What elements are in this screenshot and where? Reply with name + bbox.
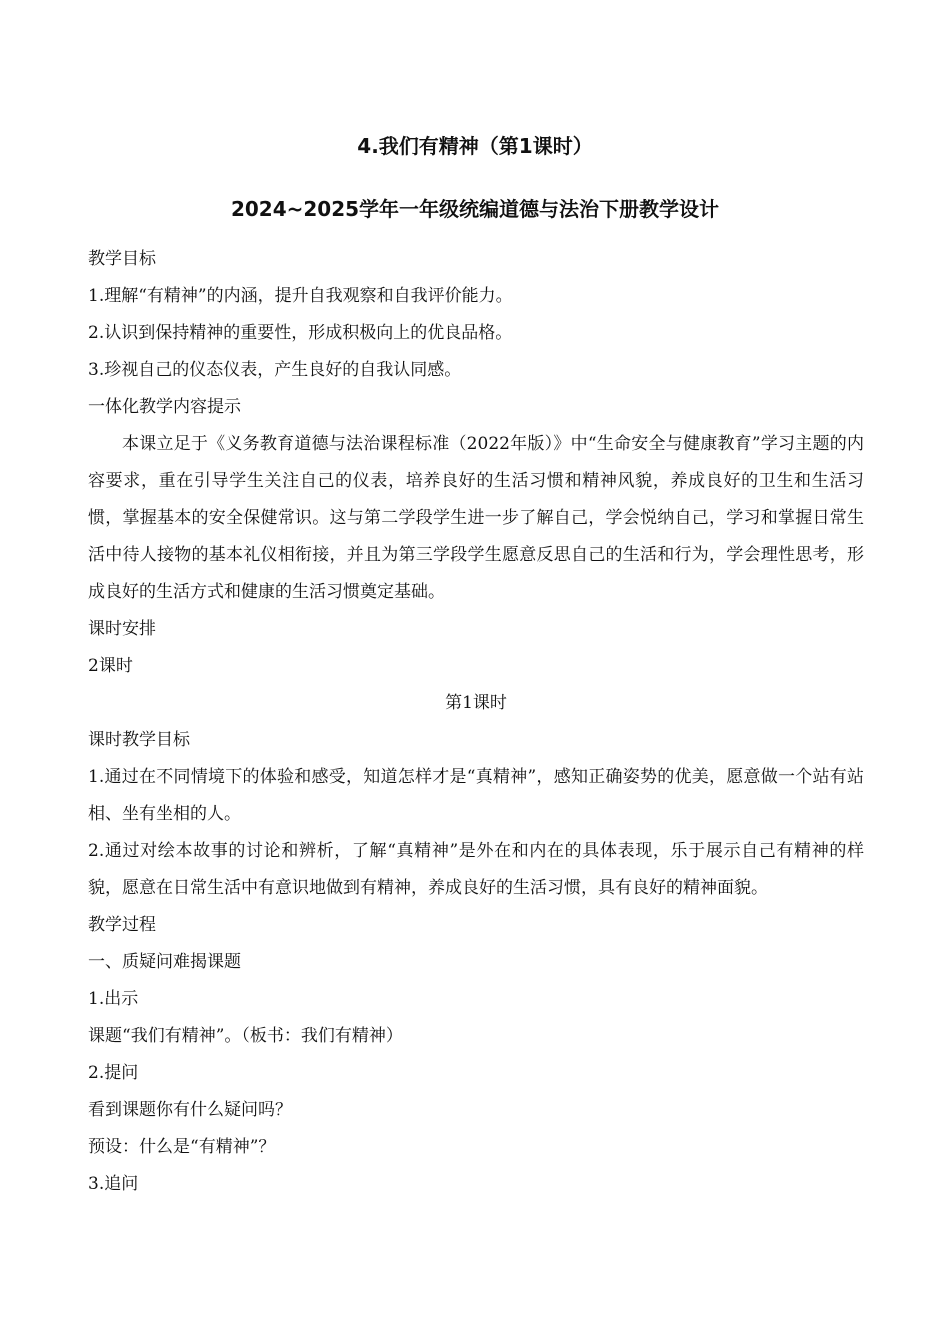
schedule-heading: 课时安排 xyxy=(88,619,156,639)
document-body xyxy=(88,241,864,1203)
document-title: 4.我们有精神（第1课时） xyxy=(357,134,593,158)
process-step-text: 预设：什么是“有精神”？ xyxy=(88,1137,276,1157)
process-step: 2.提问 xyxy=(88,1063,139,1083)
objective-item: 3.珍视自己的仪态仪表，产生良好的自我认同感。 xyxy=(88,360,462,380)
process-step: 3.追问 xyxy=(88,1174,139,1194)
process-step-text: 课题“我们有精神”。（板书：我们有精神） xyxy=(88,1026,403,1046)
lesson-heading: 第1课时 xyxy=(445,693,507,713)
integration-paragraph: 本课立足于《义务教育道德与法治课程标准（2022年版）》中“生命安全与健康教育”学习主题的内容要求，重在引导学生关注自己的仪表，培养良好的生活习惯和精神风貌，养成良好的卫生和生活习惯，掌握基本的安全保健常识。这与第二学段学生进一步了解自己，学会悦纳自己，学习和掌握日常生活中待人接物的基本礼仪相衔接，并且为第三学段学生愿意反思自己的生活和行为，学会理性思考，形成良好的生活方式和健康的生活习惯奠定基础。 xyxy=(88,434,864,602)
lesson-objective-item: 2.通过对绘本故事的讨论和辨析，了解“真精神”是外在和内在的具体表现，乐于展示自己有精神的样貌，愿意在日常生活中有意识地做到有精神，养成良好的生活习惯，具有良好的精神面貌。 xyxy=(88,841,864,898)
lesson-objective-item: 1.通过在不同情境下的体验和感受，知道怎样才是“真精神”，感知正确姿势的优美，愿意做一个站有站相、坐有坐相的人。 xyxy=(88,767,864,824)
lesson-objectives-heading: 课时教学目标 xyxy=(88,730,190,750)
integration-heading: 一体化教学内容提示 xyxy=(88,397,241,417)
objective-item: 1.理解“有精神”的内涵，提升自我观察和自我评价能力。 xyxy=(88,286,513,306)
document-subtitle: 2024~2025学年一年级统编道德与法治下册教学设计 xyxy=(230,197,720,221)
schedule-value: 2课时 xyxy=(88,656,133,676)
process-step-text: 看到课题你有什么疑问吗？ xyxy=(88,1100,292,1120)
objective-item: 2.认识到保持精神的重要性，形成积极向上的优良品格。 xyxy=(88,323,513,343)
process-heading: 教学过程 xyxy=(88,915,156,935)
process-step: 1.出示 xyxy=(88,989,139,1009)
objectives-heading: 教学目标 xyxy=(88,249,156,269)
process-section: 一、质疑问难揭课题 xyxy=(88,952,241,972)
